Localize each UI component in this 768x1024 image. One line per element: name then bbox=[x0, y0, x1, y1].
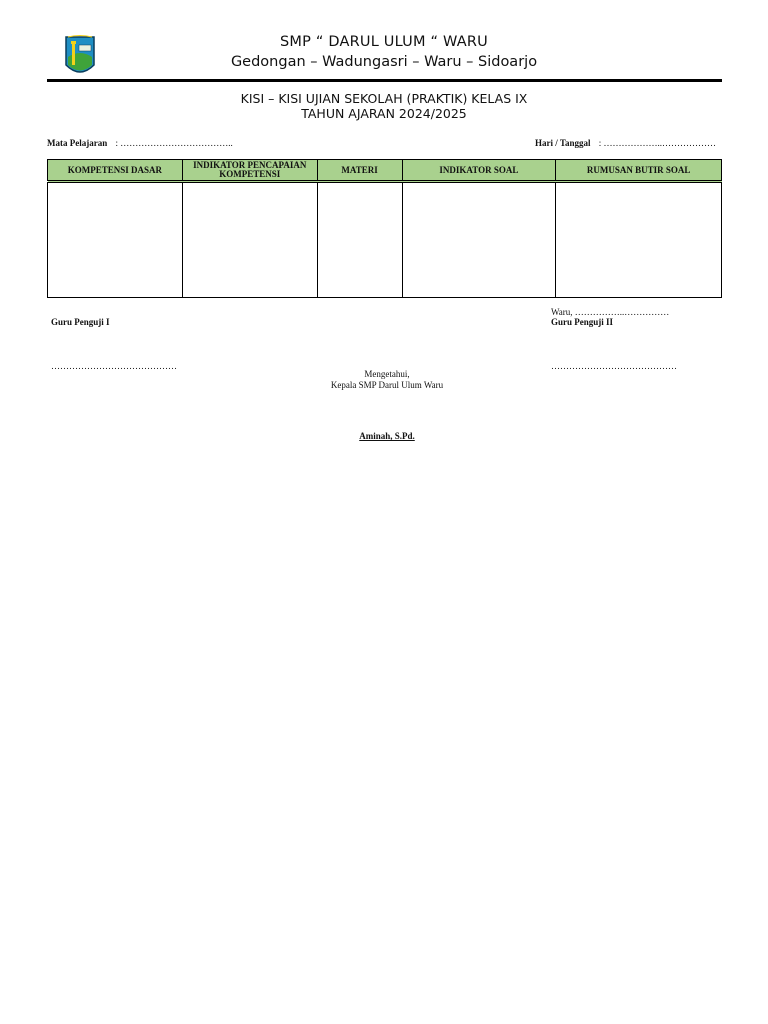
examiner1-label-text: Guru Penguji I bbox=[51, 317, 110, 327]
examiner2-signature-line: …………………………………… bbox=[551, 361, 677, 371]
table-row bbox=[48, 182, 722, 298]
examiner1-signature-line: …………………………………… bbox=[51, 361, 177, 371]
col-kompetensi-dasar: KOMPETENSI DASAR bbox=[48, 160, 183, 182]
academic-year: TAHUN AJARAN 2024/2025 bbox=[301, 106, 467, 121]
table-cell[interactable] bbox=[556, 182, 722, 298]
date-label: Hari / Tanggal bbox=[535, 138, 591, 148]
place-date: Waru, ……………..…………… bbox=[551, 307, 670, 317]
subject-field bbox=[47, 138, 233, 148]
table-cell[interactable] bbox=[48, 182, 183, 298]
subject-value: : ……………………………….. bbox=[115, 138, 233, 148]
examiner1-label bbox=[51, 317, 110, 327]
table-header-row bbox=[48, 160, 722, 182]
date-value: : ………………..……………… bbox=[598, 138, 717, 148]
header-divider bbox=[47, 79, 722, 82]
table-cell[interactable] bbox=[317, 182, 402, 298]
principal-name bbox=[0, 431, 768, 441]
col-rumusan-butir-soal: RUMUSAN BUTIR SOAL bbox=[556, 160, 722, 182]
kisi-table bbox=[47, 159, 722, 298]
examiner2-label bbox=[551, 317, 613, 327]
school-address: Gedongan – Wadungasri – Waru – Sidoarjo bbox=[230, 54, 538, 70]
acknowledge-text: Mengetahui, bbox=[364, 369, 410, 379]
examiner2-label-text: Guru Penguji II bbox=[551, 317, 614, 327]
table-cell[interactable] bbox=[182, 182, 317, 298]
subject-label: Mata Pelajaran bbox=[47, 138, 108, 148]
date-field bbox=[535, 138, 716, 148]
document-title: KISI – KISI UJIAN SEKOLAH (PRAKTIK) KELAS IX bbox=[240, 91, 528, 106]
table-cell[interactable] bbox=[402, 182, 556, 298]
principal-title: Kepala SMP Darul Ulum Waru bbox=[330, 380, 444, 390]
col-materi: MATERI bbox=[317, 160, 402, 182]
school-name: SMP “ DARUL ULUM “ WARU bbox=[280, 34, 488, 50]
col-indikator-soal: INDIKATOR SOAL bbox=[402, 160, 556, 182]
principal-name-text: Aminah, S.Pd. bbox=[359, 431, 415, 441]
col-indikator-pencapaian: INDIKATOR PENCAPAIAN KOMPETENSI bbox=[182, 160, 317, 182]
